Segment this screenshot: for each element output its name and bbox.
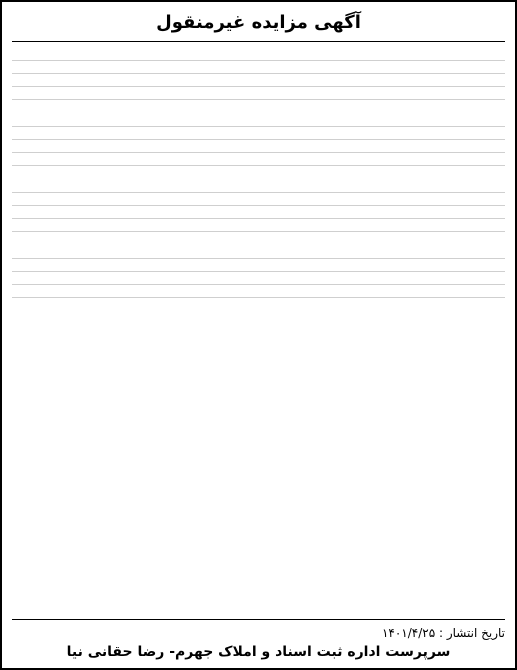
notice-paragraph <box>12 246 505 306</box>
publish-date-value: ۱۴۰۱/۴/۲۵ <box>381 626 436 640</box>
publish-date <box>382 626 505 640</box>
notice-body <box>12 41 505 619</box>
notice-title: آگهی مزایده غیرمنقول <box>156 12 361 33</box>
notice-paragraph <box>12 180 505 240</box>
notice-paragraph <box>12 114 505 174</box>
publish-date-label: تاریخ انتشار : <box>439 626 505 640</box>
notice-footer <box>12 619 505 660</box>
signature-line: سرپرست اداره ثبت اسناد و املاک جهرم- رضا حقانی نیا <box>66 644 451 660</box>
notice-paragraph <box>12 48 505 108</box>
